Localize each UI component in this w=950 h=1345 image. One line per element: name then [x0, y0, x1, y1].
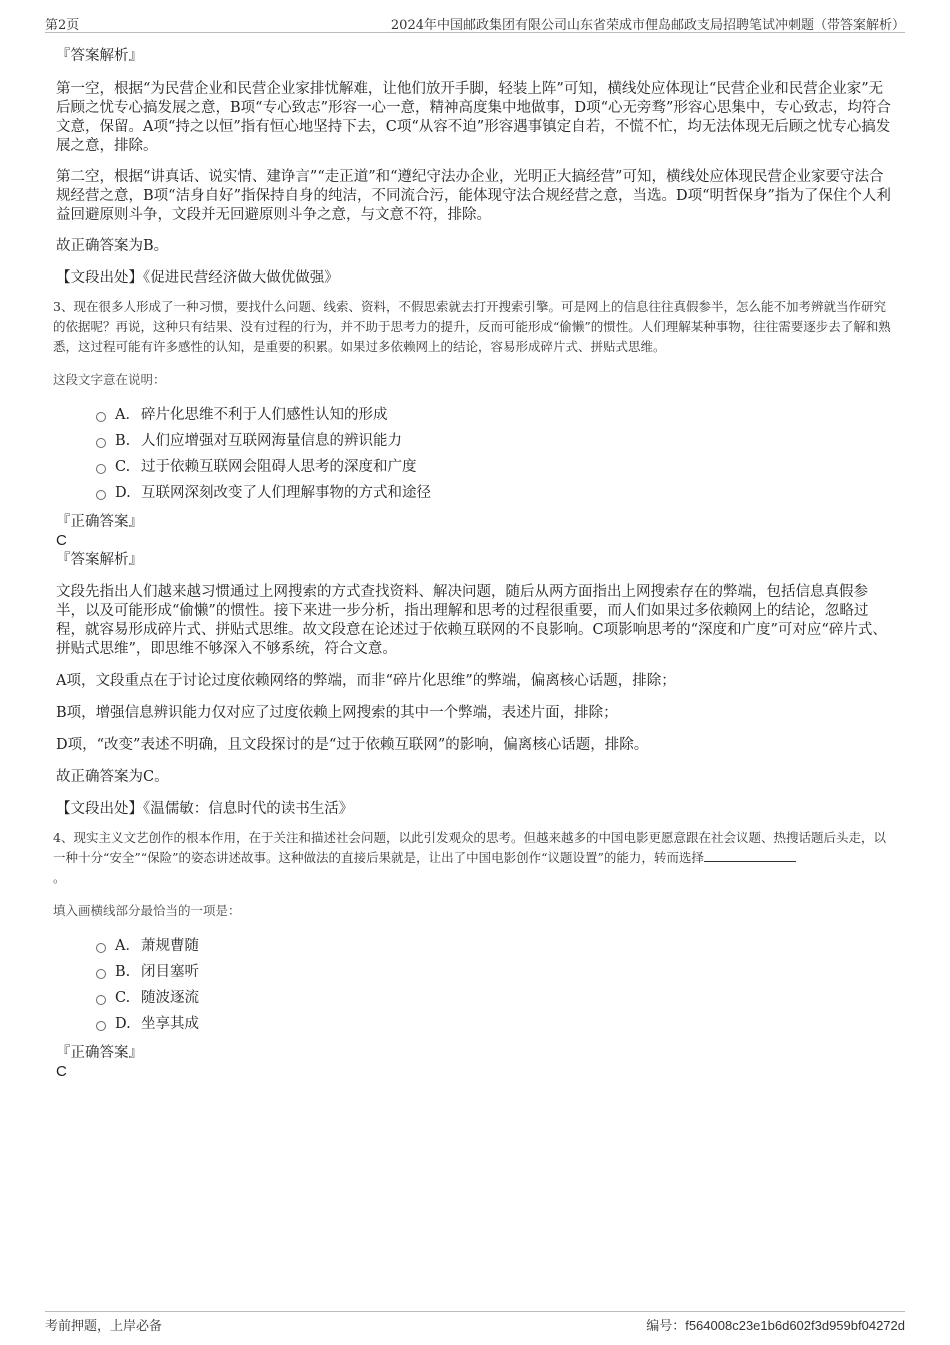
q4-option-b[interactable]: B. 闭目塞听: [96, 959, 894, 985]
answer-blank: [704, 849, 796, 862]
q3-answer-label: 『正确答案』: [56, 514, 143, 530]
q2-analysis-label: 『答案解析』: [56, 48, 143, 64]
q3-analysis-p1: 文段先指出人们越来越习惯通过上网搜索的方式查找资料、解决问题，随后从两方面指出上网搜索存在的弊端，包括信息真假参半，以及可能形成“偷懒”的惯性。接下来进一步分析，指出理解和思考的过程很重要，而人们如果过多依赖网上的结论，忽略过程，就容易形成碎片式、拼贴式思维。故文段意在论述过于依赖互联网的不良影响。C项影响思考的“深度和广度”可对应“碎片式、拼贴式思维”，即思维不够深入不够系统，符合文意。: [56, 584, 887, 657]
q3-analysis-label: 『答案解析』: [56, 552, 143, 568]
radio-icon[interactable]: [96, 438, 106, 448]
q4-option-a[interactable]: A．萧规曹随: [96, 933, 894, 959]
footer-slogan: 考前押题，上岸必备: [45, 1319, 163, 1334]
q2-source: 【文段出处】《促进民营经济做大做优做强》: [56, 270, 339, 286]
q4-option-d[interactable]: D. 坐享其成: [96, 1011, 894, 1037]
radio-icon[interactable]: [96, 412, 106, 422]
radio-icon[interactable]: [96, 969, 106, 979]
q3-option-a[interactable]: A．碎片化思维不利于人们感性认知的形成: [96, 402, 894, 428]
q2-conclusion: 故正确答案为B。: [56, 238, 169, 254]
q4-answer-label: 『正确答案』: [56, 1044, 143, 1061]
q3-options: [56, 402, 894, 506]
document-id: 编号：f564008c23e1b6d602f3d959bf04272d: [646, 1318, 905, 1333]
radio-icon[interactable]: [96, 490, 106, 500]
q3-analysis-option-a: A项，文段重点在于讨论过度依赖网络的弊端，而非“碎片化思维”的弊端，偏离核心话题，排除；: [56, 673, 676, 689]
q4-option-c[interactable]: C. 随波逐流: [96, 985, 894, 1011]
document-body: [53, 44, 894, 1080]
q3-prompt: 这段文字意在说明：: [53, 372, 166, 387]
q3-question-text: 3、现在很多人形成了一种习惯，要找什么问题、线索、资料，不假思索就去打开搜索引擎。可是网上的信息往往真假参半，怎么能不加考辨就当作研究的依据呢？再说，这种只有结果、没有过程的行为，并不助于思考力的提升，反而可能形成“偷懒”的惯性。人们理解某种事物，往往需要逐步去了解和熟悉，这过程可能有许多感性的认知，是重要的积累。如果过多依赖网上的结论，容易形成碎片式、拼贴式思维。: [53, 299, 891, 354]
q3-answer: C: [56, 532, 67, 549]
q4-answer: C: [56, 1062, 67, 1080]
q4-options: [56, 933, 894, 1037]
document-title: 2024年中国邮政集团有限公司山东省荣成市俚岛邮政支局招聘笔试冲刺题（带答案解析）: [390, 18, 905, 33]
radio-icon[interactable]: [96, 1021, 106, 1031]
radio-icon[interactable]: [96, 464, 106, 474]
radio-icon[interactable]: [96, 995, 106, 1005]
q3-analysis-option-b: B项，增强信息辨识能力仅对应了过度依赖上网搜索的其中一个弊端，表述片面，排除；: [56, 705, 618, 721]
q3-option-b[interactable]: B. 人们应增强对互联网海量信息的辨识能力: [96, 428, 894, 454]
page-header: [45, 12, 905, 33]
q2-analysis-p1: 第一空，根据“为民营企业和民营企业家排忧解难，让他们放开手脚，轻装上阵”可知，横线处应体现让“民营企业和民营企业家”无后顾之忧专心搞发展之意，B项“专心致志”形容一心一意，精神高度集中地做事，D项“心无旁骛”形容心思集中，专心致志，均符合文意，保留。A项“持之以恒”指有恒心地坚持下去，C项“从容不迫”形容遇事镇定自若，不慌不忙，均无法体现无后顾之忧专心搞发展之意，排除。: [56, 81, 891, 154]
q3-option-c[interactable]: C. 过于依赖互联网会阻碍人思考的深度和广度: [96, 454, 894, 480]
q3-analysis-option-d: D项，“改变”表述不明确，且文段探讨的是“过于依赖互联网”的影响，偏离核心话题，排除。: [56, 737, 649, 753]
page-footer: [45, 1311, 905, 1334]
page-number: 第2页: [45, 18, 80, 33]
q3-option-d[interactable]: D. 互联网深刻改变了人们理解事物的方式和途径: [96, 480, 894, 506]
radio-icon[interactable]: [96, 943, 106, 953]
q2-analysis-p2: 第二空，根据“讲真话、说实情、建诤言”“走正道”和“遵纪守法办企业，光明正大搞经营”可知，横线处应体现民营企业家要守法合规经营之意，B项“洁身自好”指保持自身的纯洁，不同流合污，能体现守法合规经营之意，当选。D项“明哲保身”指为了保住个人利益回避原则斗争，文段并无回避原则斗争之意，与文意不符，排除。: [56, 169, 891, 223]
q3-source: 【文段出处】《温儒敏：信息时代的读书生活》: [56, 801, 354, 817]
q3-conclusion: 故正确答案为C。: [56, 769, 169, 785]
q4-question-text: 4、现实主义文艺创作的根本作用，在于关注和描述社会问题，以此引发观众的思考。但越来越多的中国电影更愿意跟在社会议题、热搜话题后头走，以一种十分“安全”“保险”的姿态讲述故事。这种做法的直接后果就是，让出了中国电影创作“议题设置”的能力，转而选择 。: [53, 830, 886, 885]
q4-prompt: 填入画横线部分最恰当的一项是：: [53, 902, 241, 918]
